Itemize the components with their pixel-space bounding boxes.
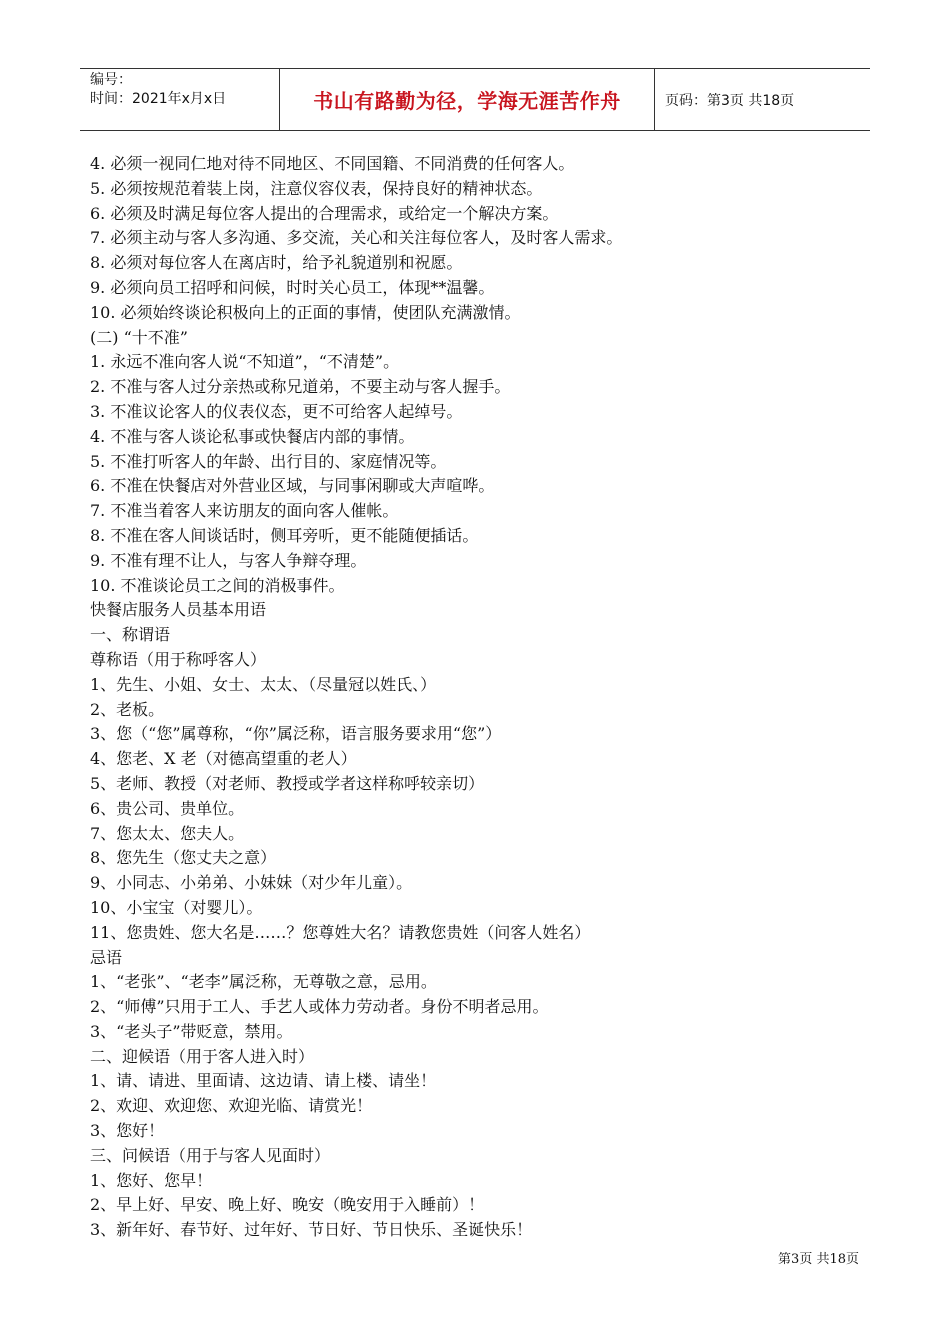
text-line: 4. 不准与客人谈论私事或快餐店内部的事情。: [90, 426, 415, 446]
text-line: 2. 不准与客人过分亲热或称兄道弟，不要主动与客人握手。: [90, 377, 511, 397]
text-line: 6. 必须及时满足每位客人提出的合理需求，或给定一个解决方案。: [90, 203, 559, 223]
text-line: 忌语: [90, 947, 123, 967]
text-line: 7. 必须主动与客人多沟通、多交流，关心和关注每位客人，及时客人需求。: [90, 228, 623, 248]
text-line: 8. 必须对每位客人在离店时，给予礼貌道别和祝愿。: [90, 253, 463, 273]
text-line: 8、您先生（您丈夫之意）: [90, 848, 277, 868]
text-line: 9、小同志、小弟弟、小妹妹（对少年儿童）。: [90, 873, 413, 893]
document-body: [90, 152, 870, 1243]
text-line: (二) “十不准”: [90, 327, 188, 347]
text-line: 10、小宝宝（对婴儿）。: [90, 897, 263, 917]
text-line: 2、“师傅”只用于工人、手艺人或体力劳动者。身份不明者忌用。: [90, 997, 549, 1017]
text-line: 快餐店服务人员基本用语: [90, 600, 267, 620]
text-line: 7、您太太、您夫人。: [90, 823, 245, 843]
text-line: 4. 必须一视同仁地对待不同地区、不同国籍、不同消费的任何客人。: [90, 154, 575, 173]
text-line: 2、早上好、早安、晚上好、晚安（晚安用于入睡前）！: [90, 1195, 485, 1215]
text-line: 10. 不准谈论员工之间的消极事件。: [90, 575, 345, 595]
text-line: 1、先生、小姐、女士、太太、（尽量冠以姓氏、）: [90, 674, 437, 694]
page-header: [80, 68, 870, 131]
text-line: 9. 必须向员工招呼和问候，时时关心员工，体现**温馨。: [90, 277, 495, 297]
text-line: 9. 不准有理不让人，与客人争辩夺理。: [90, 550, 367, 570]
text-line: 3、“老头子”带贬意，禁用。: [90, 1021, 293, 1041]
text-line: 3、您好！: [90, 1121, 165, 1141]
text-line: 2、老板。: [90, 699, 165, 719]
text-line: 1、“老张”、“老李”属泛称，无尊敬之意，忌用。: [90, 972, 437, 992]
number-label: 编号：: [90, 72, 132, 88]
text-line: 6、贵公司、贵单位。: [90, 798, 245, 818]
header-motto: 书山有路勤为径，学海无涯苦作舟: [280, 69, 655, 130]
text-line: 5. 不准打听客人的年龄、出行目的、家庭情况等。: [90, 451, 447, 471]
page-footer: 第3页 共18页: [778, 1252, 859, 1267]
text-line: 5、老师、教授（对老师、教授或学者这样称呼较亲切）: [90, 773, 485, 793]
text-line: 尊称语（用于称呼客人）: [90, 649, 267, 669]
date-line: 时间：2021年x月x日: [90, 91, 227, 107]
text-line: 三、问候语（用于与客人见面时）: [90, 1145, 331, 1165]
text-line: 11、您贵姓、您大名是……？您尊姓大名？请教您贵姓（问客人姓名）: [90, 922, 591, 942]
text-line: 1. 永远不准向客人说“不知道”，“不清楚”。: [90, 352, 400, 372]
text-line: 8. 不准在客人间谈话时，侧耳旁听，更不能随便插话。: [90, 525, 479, 545]
text-line: 6. 不准在快餐店对外营业区域，与同事闲聊或大声喧哗。: [90, 476, 495, 496]
text-line: 3、您（“您”属尊称，“你”属泛称，语言服务要求用“您”）: [90, 724, 502, 744]
text-line: 10. 必须始终谈论积极向上的正面的事情，使团队充满激情。: [90, 302, 521, 322]
text-line: 2、欢迎、欢迎您、欢迎光临、请赏光！: [90, 1096, 373, 1116]
text-line: 一、称谓语: [90, 625, 171, 645]
text-line: 3. 不准议论客人的仪表仪态，更不可给客人起绰号。: [90, 401, 463, 421]
text-line: 4、您老、X 老（对德高望重的老人）: [90, 749, 357, 769]
text-line: 3、新年好、春节好、过年好、节日好、节日快乐、圣诞快乐！: [90, 1220, 533, 1240]
header-meta: [80, 69, 280, 130]
text-line: 二、迎候语（用于客人进入时）: [90, 1046, 315, 1066]
text-line: 1、请、请进、里面请、这边请、请上楼、请坐！: [90, 1071, 437, 1091]
text-line: 1、您好、您早！: [90, 1170, 213, 1190]
header-page-info: 页码：第3页 共18页: [665, 92, 795, 109]
text-line: 5. 必须按规范着装上岗，注意仪容仪表，保持良好的精神状态。: [90, 178, 543, 198]
text-line: 7. 不准当着客人来访朋友的面向客人催帐。: [90, 501, 399, 521]
